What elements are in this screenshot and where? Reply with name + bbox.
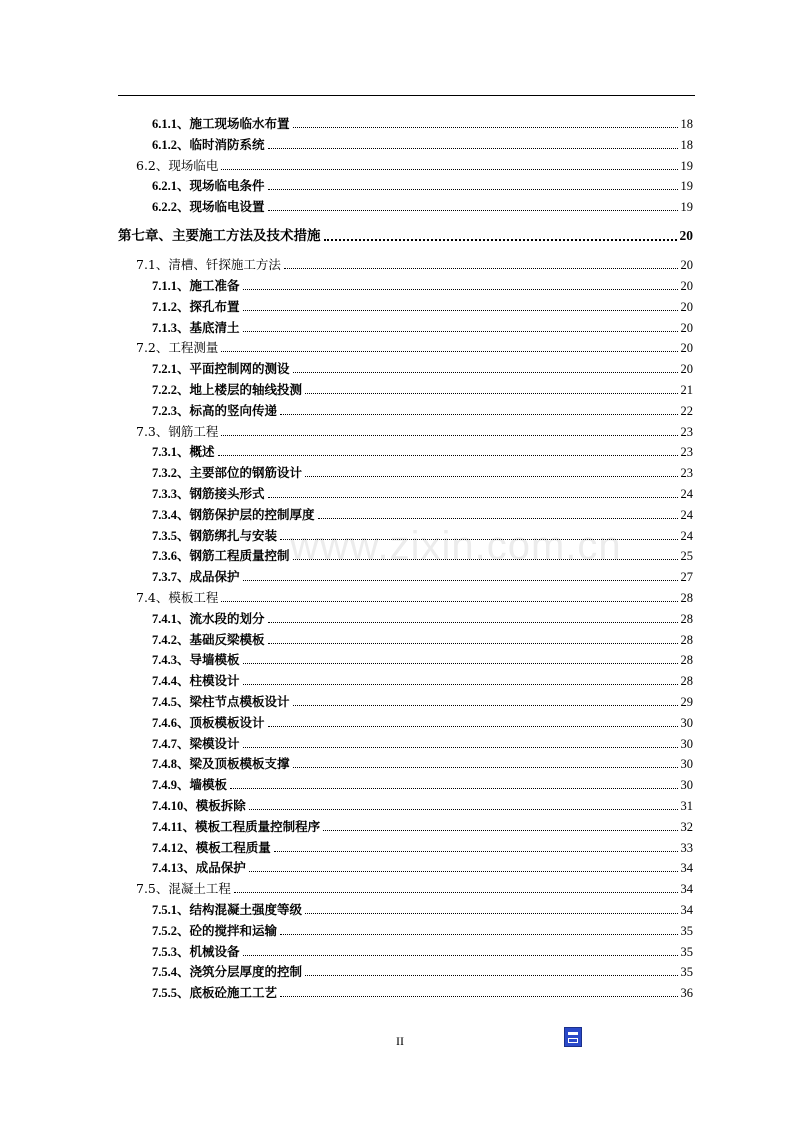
dot-leader [243, 568, 678, 581]
toc-entry-number: 7.3.7 [152, 570, 177, 585]
toc-entry-title [152, 859, 248, 877]
dot-leader [293, 547, 678, 560]
toc-entry-page: 19 [680, 158, 693, 173]
toc-entry-text: 、清槽、钎探施工方法 [155, 257, 281, 273]
toc-entry-number: 7.3.3 [152, 487, 177, 501]
dot-leader [243, 319, 678, 332]
toc-entry-text: 、钢筋工程 [155, 423, 219, 439]
toc-entry-title [152, 177, 267, 195]
toc-entry-number: 7.4.4 [152, 674, 177, 689]
toc-entry-page: 25 [680, 549, 693, 564]
dot-leader [268, 136, 678, 149]
toc-entry-title [152, 277, 242, 295]
toc-entry-text: 、柱模设计 [177, 673, 240, 689]
toc-entry[interactable] [152, 136, 693, 154]
toc-entry-number: 6.2.1 [152, 179, 177, 194]
toc-entry-text: 、平面控制网的测设 [177, 361, 290, 377]
toc-entry[interactable] [152, 735, 693, 753]
toc-entry-text: 、流水段的划分 [177, 610, 265, 626]
toc-entry-page: 30 [680, 736, 693, 751]
toc-entry-page: 35 [680, 965, 693, 980]
toc-entry-title [152, 735, 242, 753]
toc-entry-text: 、现场临电 [155, 157, 219, 173]
toc-entry-title [152, 963, 304, 981]
toc-entry-title [136, 423, 220, 441]
toc-entry[interactable] [136, 589, 693, 607]
toc-entry-text: 、主要部位的钢筋设计 [177, 465, 303, 481]
toc-entry-page: 28 [680, 653, 693, 668]
dot-leader [243, 277, 678, 290]
toc-entry-title [152, 198, 267, 216]
toc-entry[interactable] [152, 693, 693, 711]
toc-entry-text: 、工程测量 [155, 340, 219, 356]
toc-entry[interactable] [152, 818, 693, 836]
dot-leader [280, 402, 677, 415]
toc-entry-page: 20 [680, 362, 693, 377]
toc-entry-page: 30 [680, 715, 693, 730]
toc-entry-title [152, 755, 292, 773]
dot-leader [221, 589, 677, 602]
dot-leader [268, 714, 678, 727]
toc-entry[interactable] [152, 901, 693, 919]
toc-entry-text: 、墙模板 [177, 777, 228, 793]
toc-entry-text: 、砼的搅拌和运输 [177, 922, 278, 938]
toc-entry-title [152, 714, 267, 732]
dot-leader [305, 381, 677, 394]
toc-entry-page: 35 [680, 923, 693, 938]
toc-entry-number: 7.3.6 [152, 549, 177, 564]
toc-entry-page: 19 [680, 200, 693, 215]
toc-entry-page: 34 [680, 861, 693, 876]
toc-entry-number: 7.1 [136, 257, 156, 273]
toc-entry-text: 、底板砼施工工艺 [177, 985, 278, 1001]
toc-entry-number: 7.4.13 [152, 861, 184, 876]
toc-entry-number: 7.2 [136, 340, 156, 356]
toc-entry-page: 19 [680, 179, 693, 194]
dot-leader [323, 818, 677, 831]
toc-entry-title [152, 298, 242, 316]
toc-entry[interactable] [152, 381, 693, 399]
toc-entry-page: 28 [680, 591, 693, 605]
toc-entry-number: 7.2.3 [152, 403, 177, 418]
dot-leader [293, 693, 678, 706]
toc-entry-page: 30 [680, 778, 693, 793]
toc-entry-title [136, 157, 220, 175]
toc-entry-page: 20 [680, 279, 693, 293]
toc-entry-text: 、探孔布置 [177, 298, 240, 314]
toc-entry-page: 23 [680, 445, 693, 460]
toc-entry-number: 7.4.3 [152, 653, 177, 668]
toc-entry-page: 32 [680, 819, 693, 834]
toc-entry-title [152, 381, 304, 399]
toc-entry-text: 、钢筋工程质量控制 [177, 548, 290, 564]
toc-entry-page: 23 [680, 466, 693, 481]
toc-entry-number: 7.5.3 [152, 944, 177, 959]
toc-entry-number: 7.4.9 [152, 778, 177, 793]
toc-entry-text: 、模板工程 [155, 590, 219, 605]
toc-entry[interactable] [136, 880, 693, 898]
dot-leader [268, 177, 678, 190]
toc-entry[interactable] [152, 568, 693, 586]
toc-entry-number: 7.3.5 [152, 528, 177, 543]
toc-entry[interactable] [152, 277, 693, 295]
toc-entry[interactable] [152, 797, 693, 815]
toc-entry-page: 33 [680, 840, 693, 855]
dot-leader [243, 672, 678, 685]
toc-entry-title [152, 943, 242, 961]
toc-entry-page: 36 [680, 986, 693, 1001]
toc-entry-page: 24 [680, 507, 693, 522]
dot-leader [268, 631, 678, 644]
toc-entry-title [152, 464, 304, 482]
toc-entry-title [152, 506, 317, 524]
toc-entry[interactable] [152, 984, 693, 1002]
toc-entry[interactable] [152, 839, 693, 857]
dot-leader [243, 943, 678, 956]
toc-entry-text: 、施工现场临水布置 [177, 116, 290, 131]
toc-entry-page: 20 [679, 228, 693, 244]
toc-entry[interactable] [152, 198, 693, 216]
dot-leader [280, 984, 677, 997]
toc-entry[interactable] [152, 115, 693, 133]
toc-entry-text: 、模板拆除 [183, 798, 246, 813]
toc-entry-text: 、混凝土工程 [155, 881, 231, 897]
toc-entry-text: 、基础反梁模板 [177, 631, 265, 647]
toc-entry-page: 20 [680, 258, 693, 273]
toc-entry-page: 22 [680, 403, 693, 418]
toc-entry-page: 28 [680, 674, 693, 689]
toc-entry-title [152, 568, 242, 586]
toc-entry[interactable] [152, 610, 693, 628]
header-rule [118, 95, 695, 96]
toc-entry-title [152, 984, 279, 1002]
dot-leader [324, 227, 677, 241]
dot-leader [293, 755, 678, 768]
dot-leader [280, 527, 677, 540]
toc-entry-number: 7.4.12 [152, 840, 184, 855]
toc-entry-title [152, 651, 242, 669]
company-logo-icon [564, 1027, 582, 1047]
toc-entry[interactable] [152, 714, 693, 732]
toc-entry-number: 7.4.7 [152, 736, 177, 751]
toc-entry[interactable] [152, 651, 693, 669]
toc-entry-text: 、梁柱节点模板设计 [177, 694, 290, 709]
toc-entry[interactable] [152, 485, 693, 503]
toc-entry-text: 、成品保护 [183, 860, 246, 876]
toc-entry-text: 、基底清土 [177, 319, 240, 335]
toc-entry-page: 20 [680, 320, 693, 335]
toc-entry[interactable] [152, 464, 693, 482]
toc-entry-title [152, 443, 217, 461]
toc-entry-title [152, 485, 267, 503]
toc-entry-text: 、模板工程质量 [183, 839, 271, 855]
toc-entry-text: 、浇筑分层厚度的控制 [177, 964, 303, 980]
toc-entry-title [118, 227, 323, 245]
toc-entry-number: 6.2.2 [152, 200, 177, 215]
toc-entry-page: 34 [680, 882, 693, 897]
toc-entry-number: 7.4.8 [152, 757, 177, 772]
toc-entry-number: 7.5 [136, 881, 156, 897]
toc-entry-number: 7.1.3 [152, 320, 177, 335]
dot-leader [243, 735, 678, 748]
toc-entry-number: 7.5.4 [152, 965, 177, 980]
toc-entry-number: 7.3.4 [152, 507, 177, 522]
toc-entry-text: 、导墙模板 [177, 652, 240, 668]
toc-entry-title [152, 631, 267, 649]
toc-entry-page: 30 [680, 757, 693, 772]
dot-leader [284, 256, 678, 269]
toc-entry-number: 7.5.5 [152, 986, 177, 1001]
toc-entry-title [152, 922, 279, 940]
toc-entry-title [152, 547, 292, 565]
toc-entry-page: 28 [680, 611, 693, 626]
toc-entry[interactable] [152, 859, 693, 877]
toc-entry-page: 24 [680, 487, 693, 501]
dot-leader [221, 157, 677, 170]
toc-entry-text: 、地上楼层的轴线投测 [177, 382, 303, 397]
toc-entry-text: 、现场临电设置 [177, 199, 265, 215]
toc-entry-number: 7.2.2 [152, 383, 177, 397]
toc-entry[interactable] [152, 776, 693, 794]
toc-entry[interactable] [152, 177, 693, 195]
toc-entry-title [136, 339, 220, 357]
toc-entry-text: 、成品保护 [177, 569, 240, 585]
toc-entry-text: 、钢筋接头形式 [177, 486, 265, 501]
toc-entry-page: 23 [680, 424, 693, 439]
dot-leader [268, 198, 678, 211]
toc-entry-page: 35 [680, 944, 693, 959]
toc-entry-text: 、模板工程质量控制程序 [182, 818, 321, 834]
toc-entry-number: 7.4.6 [152, 715, 177, 730]
dot-leader [268, 485, 678, 498]
dot-leader [243, 298, 678, 311]
toc-entry-number: 7.3.1 [152, 445, 177, 460]
page-number: II [396, 1034, 404, 1048]
watermark: www.zixin.com.cn [290, 524, 622, 568]
toc-entry[interactable] [152, 319, 693, 337]
dot-leader [249, 859, 678, 872]
dot-leader [293, 115, 678, 128]
toc-entry-title [152, 136, 267, 154]
toc-entry-title [152, 115, 292, 133]
toc-entry-title [152, 901, 304, 919]
toc-entry-title [152, 527, 279, 545]
toc-entry-title [136, 256, 283, 274]
dot-leader [274, 839, 678, 852]
toc-entry-number: 7.4.1 [152, 611, 177, 626]
toc-entry[interactable] [136, 339, 693, 357]
toc-entry-number: 7.4.11 [152, 819, 183, 834]
toc-entry[interactable] [152, 672, 693, 690]
toc-entry-number: 7.4.2 [152, 632, 177, 647]
toc-entry-number: 6.1.1 [152, 117, 177, 131]
toc-entry[interactable] [152, 527, 693, 545]
toc-entry[interactable] [152, 360, 693, 378]
toc-entry-number: 7.5.2 [152, 923, 177, 938]
dot-leader [243, 651, 678, 664]
toc-entry[interactable] [152, 963, 693, 981]
toc-entry[interactable] [136, 256, 693, 274]
toc-entry-page: 20 [680, 341, 693, 356]
toc-entry-page: 29 [680, 695, 693, 709]
toc-entry[interactable] [152, 506, 693, 524]
toc-entry-page: 20 [680, 299, 693, 314]
toc-entry-title [152, 319, 242, 337]
toc-entry-text: 、概述 [177, 444, 215, 460]
toc-entry-text: 、顶板模板设计 [177, 714, 265, 730]
toc-entry-title [152, 797, 248, 815]
toc-entry-text: 、现场临电条件 [177, 178, 265, 194]
toc-entry-title [152, 360, 292, 378]
dot-leader [305, 901, 677, 914]
toc-entry-text: 第七章、主要施工方法及技术措施 [118, 228, 321, 245]
toc-entry-number: 6.2 [136, 157, 156, 173]
toc-entry-text: 、梁及顶板模板支撑 [177, 756, 290, 772]
toc-entry-number: 7.1.2 [152, 299, 177, 314]
toc-entry-text: 、施工准备 [177, 278, 240, 293]
toc-entry-text: 、标高的竖向传递 [177, 402, 278, 418]
toc-entry[interactable] [152, 755, 693, 773]
toc-entry-title [136, 589, 220, 607]
toc-entry[interactable] [152, 402, 693, 420]
toc-entry[interactable] [152, 443, 693, 461]
toc-entry-number: 7.4.5 [152, 695, 177, 709]
dot-leader [230, 776, 677, 789]
toc-entry-page: 34 [680, 903, 693, 917]
toc-entry-text: 、钢筋绑扎与安装 [177, 527, 278, 543]
toc-entry-page: 24 [680, 528, 693, 543]
toc-entry-number: 7.4 [136, 590, 156, 605]
toc-entry-title [152, 693, 292, 711]
toc-entry[interactable] [152, 943, 693, 961]
dot-leader [221, 423, 677, 436]
toc-entry-page: 18 [680, 137, 693, 152]
toc-entry[interactable] [152, 922, 693, 940]
toc-entry-title [152, 818, 322, 836]
toc-entry-title [136, 880, 233, 898]
toc-entry-title [152, 776, 229, 794]
dot-leader [293, 360, 678, 373]
toc-entry-page: 31 [680, 799, 693, 813]
toc-entry-number: 7.1.1 [152, 279, 177, 293]
dot-leader [318, 506, 678, 519]
toc-entry[interactable] [152, 631, 693, 649]
toc-entry-page: 28 [680, 632, 693, 647]
dot-leader [221, 339, 677, 352]
dot-leader [234, 880, 678, 893]
dot-leader [249, 797, 678, 810]
toc-entry-text: 、临时消防系统 [177, 136, 265, 152]
toc-entry-text: 、钢筋保护层的控制厚度 [177, 506, 315, 522]
toc-entry[interactable] [136, 157, 693, 175]
toc-entry-number: 7.2.1 [152, 362, 177, 377]
toc-entry-title [152, 672, 242, 690]
toc-entry-number: 7.3 [136, 423, 156, 439]
toc-entry-number: 7.4.10 [152, 799, 184, 813]
toc-entry-page: 21 [680, 383, 693, 397]
toc-entry-text: 、机械设备 [177, 943, 240, 959]
dot-leader [268, 610, 678, 623]
toc-entry-number: 6.1.2 [152, 137, 177, 152]
dot-leader [305, 464, 677, 477]
toc-entry-text: 、梁模设计 [177, 735, 240, 751]
toc-entry-page: 27 [680, 570, 693, 585]
toc-entry[interactable] [152, 298, 693, 316]
dot-leader [280, 922, 677, 935]
toc-entry-text: 、结构混凝土强度等级 [177, 902, 303, 917]
dot-leader [305, 963, 677, 976]
toc-entry-number: 7.3.2 [152, 466, 177, 481]
toc-entry-title [152, 402, 279, 420]
toc-entry-title [152, 610, 267, 628]
toc-entry[interactable] [118, 227, 693, 245]
toc-entry-number: 7.5.1 [152, 903, 177, 917]
dot-leader [218, 443, 678, 456]
toc-entry-page: 18 [680, 117, 693, 131]
toc-entry[interactable] [136, 423, 693, 441]
toc-entry[interactable] [152, 547, 693, 565]
toc-entry-title [152, 839, 273, 857]
